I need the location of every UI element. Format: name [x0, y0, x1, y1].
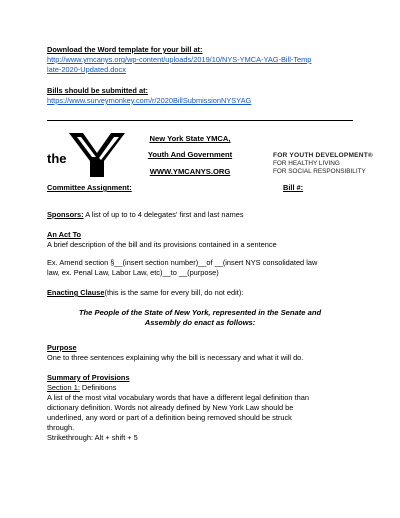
enacting-clause-label: Enacting Clause [47, 288, 105, 297]
act-description: A brief description of the bill and its provisions contained in a sentence [47, 240, 277, 249]
ymca-logo [47, 131, 127, 179]
summary-heading: Summary of Provisions [47, 373, 130, 382]
enacting-clause-line1: The People of the State of New York, represented in the Senate and [78, 308, 322, 317]
purpose-heading: Purpose [47, 343, 77, 352]
section-1-title: Definitions [79, 383, 117, 392]
tagline-social-responsibility: FOR SOCIAL RESPONSIBILITY [273, 168, 366, 175]
tagline-youth-development: FOR YOUTH DEVELOPMENT® [273, 152, 373, 159]
program-name: Youth And Government [147, 150, 233, 159]
enacting-clause-line2: Assembly do enact as follows: [144, 318, 256, 327]
sponsors-text: A list of up to to 4 delegates' first and last names [83, 210, 244, 219]
ymca-y-icon [67, 131, 127, 179]
section-1-label: Section 1: [47, 383, 80, 392]
bill-number-label: Bill #: [283, 183, 304, 192]
logo-the-text: the [47, 151, 67, 166]
tagline-healthy-living: FOR HEALTHY LIVING [273, 160, 340, 167]
sponsors-label: Sponsors: [47, 210, 84, 219]
sponsors-line [47, 210, 244, 219]
summary-line: underlined, any word or part of a definition being removed should be struck [47, 413, 292, 422]
act-example-line2: law, ex. Penal Law, Labor Law, etc)__to __(purpose) [47, 268, 219, 277]
purpose-text: One to three sentences explaining why the bill is necessary and what it will do. [47, 353, 304, 362]
act-example-line1: Ex. Amend section §__(insert section number)__of __(insert NYS consolidated law [47, 258, 318, 267]
summary-line: Strikethrough: Alt + shift + 5 [47, 433, 138, 442]
submission-link[interactable]: https://www.surveymonkey.com/r/2020BillSubmissionNYSYAG [47, 96, 252, 105]
website-link[interactable]: WWW.YMCANYS.ORG [149, 167, 231, 176]
summary-line: dictionary definition. Words not already defined by New York Law should be [47, 403, 294, 412]
template-link-line2[interactable]: late-2020-Updated.docx [47, 65, 126, 74]
summary-line: through. [47, 423, 75, 432]
org-name: New York State YMCA, [149, 134, 231, 143]
template-link-line1[interactable]: http://www.ymcanys.org/wp-content/uploads/2019/10/NYS-YMCA-YAG-Bill-Temp [47, 55, 312, 64]
download-heading: Download the Word template for your bill at: [47, 45, 203, 54]
act-heading: An Act To [47, 230, 82, 239]
summary-line: A list of the most vital vocabulary words that have a different legal definition than [47, 393, 309, 402]
enacting-clause-line [47, 288, 243, 297]
enacting-clause-note: (this is the same for every bill, do not edit): [104, 288, 244, 297]
submit-heading: Bills should be submitted at: [47, 86, 149, 95]
section-1-line [47, 383, 116, 392]
committee-assignment-label: Committee Assignment: [47, 183, 132, 192]
header-divider [47, 120, 353, 121]
